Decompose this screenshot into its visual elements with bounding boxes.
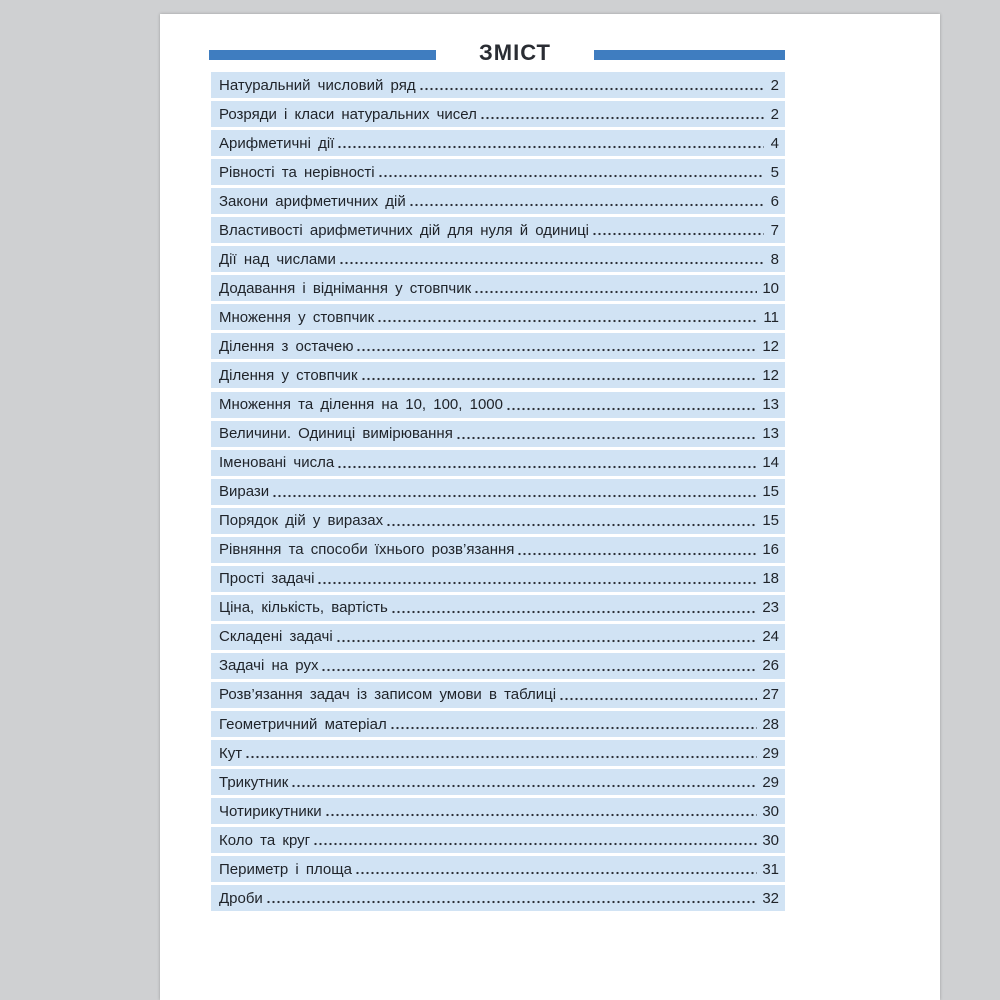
toc-entry-page-number: 15 bbox=[762, 512, 779, 530]
dot-leader bbox=[592, 232, 764, 236]
toc-entry[interactable] bbox=[211, 421, 785, 447]
toc-entry[interactable] bbox=[211, 130, 785, 156]
dot-leader bbox=[456, 436, 758, 440]
toc-entry-page-number: 8 bbox=[770, 250, 779, 268]
dot-leader bbox=[325, 813, 758, 817]
dot-leader bbox=[409, 203, 764, 207]
toc-entry-page-number: 12 bbox=[762, 337, 779, 355]
page-title: ЗМІСТ bbox=[479, 40, 551, 65]
toc-entry-label: Закони арифметичних дій bbox=[219, 192, 406, 210]
dot-leader bbox=[337, 145, 764, 149]
toc-entry-label: Властивості арифметичних дій для нуля й одиниці bbox=[219, 221, 590, 239]
toc-entry-page-number: 10 bbox=[762, 279, 779, 297]
dot-leader bbox=[377, 319, 758, 323]
toc-entry[interactable] bbox=[211, 159, 785, 185]
toc-entry-page-number: 29 bbox=[762, 744, 779, 762]
toc-entry-page-number: 12 bbox=[762, 366, 779, 384]
toc-entry-page-number: 31 bbox=[762, 860, 779, 878]
toc-entry-label: Кут bbox=[219, 744, 243, 762]
document-page bbox=[160, 14, 940, 1000]
toc-entry[interactable] bbox=[211, 508, 785, 534]
toc-entry[interactable] bbox=[211, 304, 785, 330]
dot-leader bbox=[361, 377, 758, 381]
toc-entry-label: Іменовані числа bbox=[219, 454, 335, 472]
toc-entry-label: Арифметичні дії bbox=[219, 134, 335, 152]
toc-entry[interactable] bbox=[211, 392, 785, 418]
dot-leader bbox=[480, 116, 764, 120]
dot-leader bbox=[272, 494, 757, 498]
toc-entry[interactable] bbox=[211, 711, 785, 737]
toc-entry-label: Трикутник bbox=[219, 773, 289, 791]
toc-entry-page-number: 14 bbox=[762, 454, 779, 472]
toc-entry[interactable] bbox=[211, 740, 785, 766]
toc-entry[interactable] bbox=[211, 798, 785, 824]
dot-leader bbox=[291, 784, 757, 788]
heading-bar-right bbox=[594, 50, 785, 60]
toc-entry[interactable] bbox=[211, 479, 785, 505]
toc-entry-page-number: 30 bbox=[762, 831, 779, 849]
toc-entry[interactable] bbox=[211, 188, 785, 214]
toc-entry[interactable] bbox=[211, 682, 785, 708]
toc-entry[interactable] bbox=[211, 217, 785, 243]
toc-entry-page-number: 16 bbox=[762, 541, 779, 559]
toc-entry[interactable] bbox=[211, 246, 785, 272]
dot-leader bbox=[506, 407, 757, 411]
toc-entry-page-number: 23 bbox=[762, 599, 779, 617]
dot-leader bbox=[386, 523, 757, 527]
heading-bar-left bbox=[209, 50, 436, 60]
toc-entry-page-number: 26 bbox=[762, 657, 779, 675]
toc-entry-label: Складені задачі bbox=[219, 628, 333, 646]
toc-entry-label: Дії над числами bbox=[219, 250, 336, 268]
toc-entry[interactable] bbox=[211, 827, 785, 853]
toc-entry[interactable] bbox=[211, 362, 785, 388]
dot-leader bbox=[336, 639, 758, 643]
contents-heading bbox=[209, 42, 785, 68]
toc-entry-page-number: 30 bbox=[762, 802, 779, 820]
toc-entry[interactable] bbox=[211, 450, 785, 476]
toc-entry-page-number: 28 bbox=[762, 715, 779, 733]
toc-entry-label: Натуральний числовий ряд bbox=[219, 76, 416, 94]
toc-entry-label: Розряди і класи натуральних чисел bbox=[219, 105, 477, 123]
toc-entry-page-number: 2 bbox=[770, 105, 779, 123]
toc-entry[interactable] bbox=[211, 653, 785, 679]
toc-entry-page-number: 13 bbox=[762, 425, 779, 443]
toc-entry-label: Величини. Одиниці вимірювання bbox=[219, 425, 453, 443]
toc-entry[interactable] bbox=[211, 333, 785, 359]
toc-entry-label: Чотирикутники bbox=[219, 802, 322, 820]
dot-leader bbox=[321, 668, 757, 672]
dot-leader bbox=[419, 87, 764, 91]
toc-entry-page-number: 4 bbox=[770, 134, 779, 152]
toc-entry-label: Геометричний матеріал bbox=[219, 715, 387, 733]
toc-entry-label: Множення та ділення на 10, 100, 1000 bbox=[219, 396, 503, 414]
toc-entry[interactable] bbox=[211, 566, 785, 592]
toc-entry-label: Додавання і віднімання у стовпчик bbox=[219, 279, 472, 297]
toc-entry[interactable] bbox=[211, 595, 785, 621]
dot-leader bbox=[266, 900, 757, 904]
dot-leader bbox=[337, 465, 757, 469]
toc-entry-label: Вирази bbox=[219, 483, 270, 501]
table-of-contents bbox=[211, 72, 785, 914]
toc-entry-label: Периметр і площа bbox=[219, 860, 352, 878]
toc-entry[interactable] bbox=[211, 275, 785, 301]
toc-entry-page-number: 27 bbox=[762, 686, 779, 704]
toc-entry-label: Ділення у стовпчик bbox=[219, 366, 358, 384]
toc-entry-page-number: 2 bbox=[770, 76, 779, 94]
toc-entry-label: Рівняння та способи їхнього розв’язання bbox=[219, 541, 515, 559]
toc-entry-label: Рівності та нерівності bbox=[219, 163, 375, 181]
dot-leader bbox=[313, 842, 757, 846]
dot-leader bbox=[339, 261, 764, 265]
dot-leader bbox=[390, 726, 758, 730]
toc-entry-page-number: 7 bbox=[770, 221, 779, 239]
toc-entry[interactable] bbox=[211, 101, 785, 127]
dot-leader bbox=[355, 871, 757, 875]
dot-leader bbox=[517, 552, 757, 556]
toc-entry[interactable] bbox=[211, 769, 785, 795]
toc-entry-page-number: 24 bbox=[762, 628, 779, 646]
toc-entry-label: Ділення з остачею bbox=[219, 337, 354, 355]
toc-entry-page-number: 15 bbox=[762, 483, 779, 501]
dot-leader bbox=[317, 581, 757, 585]
dot-leader bbox=[391, 610, 758, 614]
dot-leader bbox=[474, 290, 757, 294]
toc-entry-label: Ціна, кількість, вартість bbox=[219, 599, 388, 617]
toc-entry-page-number: 6 bbox=[770, 192, 779, 210]
toc-entry[interactable] bbox=[211, 624, 785, 650]
toc-entry-page-number: 32 bbox=[762, 889, 779, 907]
dot-leader bbox=[378, 174, 764, 178]
toc-entry-label: Розв’язання задач із записом умови в таблиці bbox=[219, 686, 557, 704]
dot-leader bbox=[245, 755, 757, 759]
toc-entry-label: Прості задачі bbox=[219, 570, 315, 588]
toc-entry-page-number: 5 bbox=[770, 163, 779, 181]
toc-entry-label: Коло та круг bbox=[219, 831, 311, 849]
dot-leader bbox=[559, 697, 757, 701]
toc-entry[interactable] bbox=[211, 856, 785, 882]
toc-entry-page-number: 18 bbox=[762, 570, 779, 588]
toc-entry-label: Порядок дій у виразах bbox=[219, 512, 384, 530]
toc-entry[interactable] bbox=[211, 72, 785, 98]
toc-entry-page-number: 29 bbox=[762, 773, 779, 791]
toc-entry-label: Множення у стовпчик bbox=[219, 308, 375, 326]
toc-entry-label: Задачі на рух bbox=[219, 657, 319, 675]
toc-entry-page-number: 13 bbox=[762, 396, 779, 414]
toc-entry-page-number: 11 bbox=[763, 308, 779, 326]
toc-entry[interactable] bbox=[211, 885, 785, 911]
toc-entry[interactable] bbox=[211, 537, 785, 563]
toc-entry-label: Дроби bbox=[219, 889, 263, 907]
dot-leader bbox=[356, 348, 757, 352]
